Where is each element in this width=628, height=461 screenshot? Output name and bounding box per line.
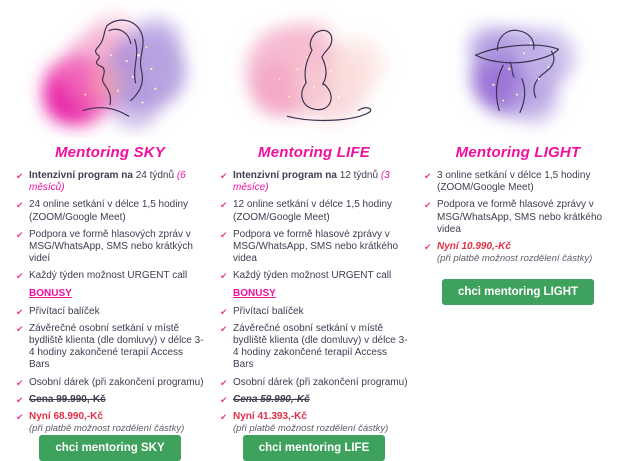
plan-details xyxy=(424,170,612,265)
check-icon: ✔ xyxy=(220,171,228,181)
feature-lead: Intenzivní program na xyxy=(29,170,136,181)
feature-text: 3 online setkání v délce 1,5 hodiny (ZOOM/Google Meet) xyxy=(437,170,591,194)
bonus-text: Přivítací balíček xyxy=(233,305,304,317)
bonus-item xyxy=(220,377,408,389)
feature-item xyxy=(16,270,204,282)
bonus-item xyxy=(16,377,204,389)
bonus-heading: BONUSY xyxy=(29,287,72,299)
price-note: (při platbě možnost rozdělení částky) xyxy=(29,423,185,435)
bonus-text: Osobní dárek (při zakončení programu) xyxy=(233,376,408,388)
new-price-row xyxy=(424,241,612,253)
check-icon: ✔ xyxy=(424,171,432,181)
check-icon: ✔ xyxy=(220,200,228,211)
feature-item xyxy=(16,170,204,194)
watercolor-art-sky xyxy=(16,0,204,138)
new-price: Nyní 10.990,-Kč xyxy=(437,240,511,252)
bonus-text: Přivítací balíček xyxy=(29,305,100,317)
feature-text: Každý týden možnost URGENT call xyxy=(29,270,188,282)
feature-item xyxy=(220,170,408,194)
check-icon: ✔ xyxy=(16,323,24,334)
illustration-kneeling-figure xyxy=(220,0,408,138)
check-icon: ✔ xyxy=(220,377,228,388)
old-price-row xyxy=(16,394,204,406)
check-icon: ✔ xyxy=(220,306,228,317)
feature-item xyxy=(220,199,408,223)
illustration-woman-profile xyxy=(16,0,204,138)
check-icon: ✔ xyxy=(16,229,24,240)
new-price: Nyní 41.393,-Kč xyxy=(233,411,307,422)
feature-text: 24 online setkání v délce 1,5 hodiny (ZOOM/Google Meet) xyxy=(29,199,188,223)
check-icon: ✔ xyxy=(16,200,24,211)
feature-text: Každý týden možnost URGENT call xyxy=(233,270,392,282)
watercolor-art-life xyxy=(220,0,408,138)
feature-item xyxy=(16,229,204,266)
check-icon: ✔ xyxy=(220,394,228,405)
feature-item xyxy=(424,199,612,236)
bonus-heading: BONUSY xyxy=(233,287,276,299)
price-note: (při platbě možnost rozdělení částky) xyxy=(233,423,389,435)
bonus-text: Osobní dárek (při zakončení programu) xyxy=(29,376,204,388)
feature-text xyxy=(233,170,408,194)
bonus-item xyxy=(220,323,408,372)
new-price-row xyxy=(220,411,408,423)
bonus-item xyxy=(16,306,204,318)
feature-accent: (6 měsíců) xyxy=(29,170,186,194)
plan-card-sky xyxy=(16,0,204,454)
check-icon: ✔ xyxy=(16,394,24,405)
bonus-item xyxy=(16,323,204,372)
feature-text: Podpora ve formě hlasové zprávy v MSG/WhatsApp, SMS nebo krátkého videa xyxy=(233,228,399,265)
feature-accent: (3 měsíce) xyxy=(233,170,390,194)
new-price-row xyxy=(16,411,204,423)
plan-title: Mentoring LIFE xyxy=(258,144,370,161)
check-icon: ✔ xyxy=(220,271,228,282)
feature-item xyxy=(16,199,204,223)
plan-card-life xyxy=(220,0,408,454)
new-price: Nyní 68.990,-Kč xyxy=(29,411,103,422)
check-icon: ✔ xyxy=(16,306,24,317)
feature-item xyxy=(424,170,612,194)
cta-button-sky[interactable]: chci mentoring SKY xyxy=(39,435,180,461)
price-note: (při platbě možnost rozdělení částky) xyxy=(437,253,593,265)
plan-details xyxy=(16,170,204,435)
old-price-row xyxy=(220,394,408,406)
cta-button-life[interactable]: chci mentoring LIFE xyxy=(243,435,386,461)
plan-title: Mentoring SKY xyxy=(54,144,166,161)
check-icon: ✔ xyxy=(16,271,24,282)
feature-text: 12 online setkání v délce 1,5 hodiny (ZOOM/Google Meet) xyxy=(233,199,392,223)
feature-body: 24 týdnů xyxy=(135,170,177,181)
old-price: Cena 99.990,-Kč xyxy=(29,393,106,405)
check-icon: ✔ xyxy=(16,377,24,388)
check-icon: ✔ xyxy=(424,200,432,211)
feature-text: Podpora ve formě hlasových zpráv v MSG/WhatsApp, SMS nebo krátkých videí xyxy=(29,228,193,265)
feature-item xyxy=(220,229,408,266)
feature-item xyxy=(220,270,408,282)
check-icon: ✔ xyxy=(220,412,228,422)
illustration-woman-with-hat xyxy=(424,0,612,138)
check-icon: ✔ xyxy=(220,323,228,334)
feature-text xyxy=(29,170,204,194)
plan-title: Mentoring LIGHT xyxy=(455,144,581,161)
check-icon: ✔ xyxy=(16,412,24,422)
bonus-item xyxy=(220,306,408,318)
feature-text: Podpora ve formě hlasové zprávy v MSG/WhatsApp, SMS nebo krátkého videa xyxy=(437,199,603,235)
plan-details xyxy=(220,170,408,435)
bonus-text: Závěrečné osobní setkání v místě bydliště klienta (dle domluvy) v délce 3-4 hodiny zakončené terapií Access Bars xyxy=(29,322,204,371)
check-icon: ✔ xyxy=(220,229,228,240)
feature-lead: Intenzivní program na xyxy=(233,170,340,181)
cta-button-light[interactable]: chci mentoring LIGHT xyxy=(442,279,594,305)
feature-body: 12 týdnů xyxy=(339,170,381,181)
bonus-text: Závěrečné osobní setkání v místě bydliště klienta (dle domluvy) v délce 3-4 hodiny zakončené terapií Access Bars xyxy=(233,322,408,371)
check-icon: ✔ xyxy=(424,241,432,252)
plan-card-light xyxy=(424,0,612,414)
check-icon: ✔ xyxy=(16,171,24,181)
watercolor-art-light xyxy=(424,0,612,138)
old-price: Cena 59.990,-Kč xyxy=(233,393,310,405)
